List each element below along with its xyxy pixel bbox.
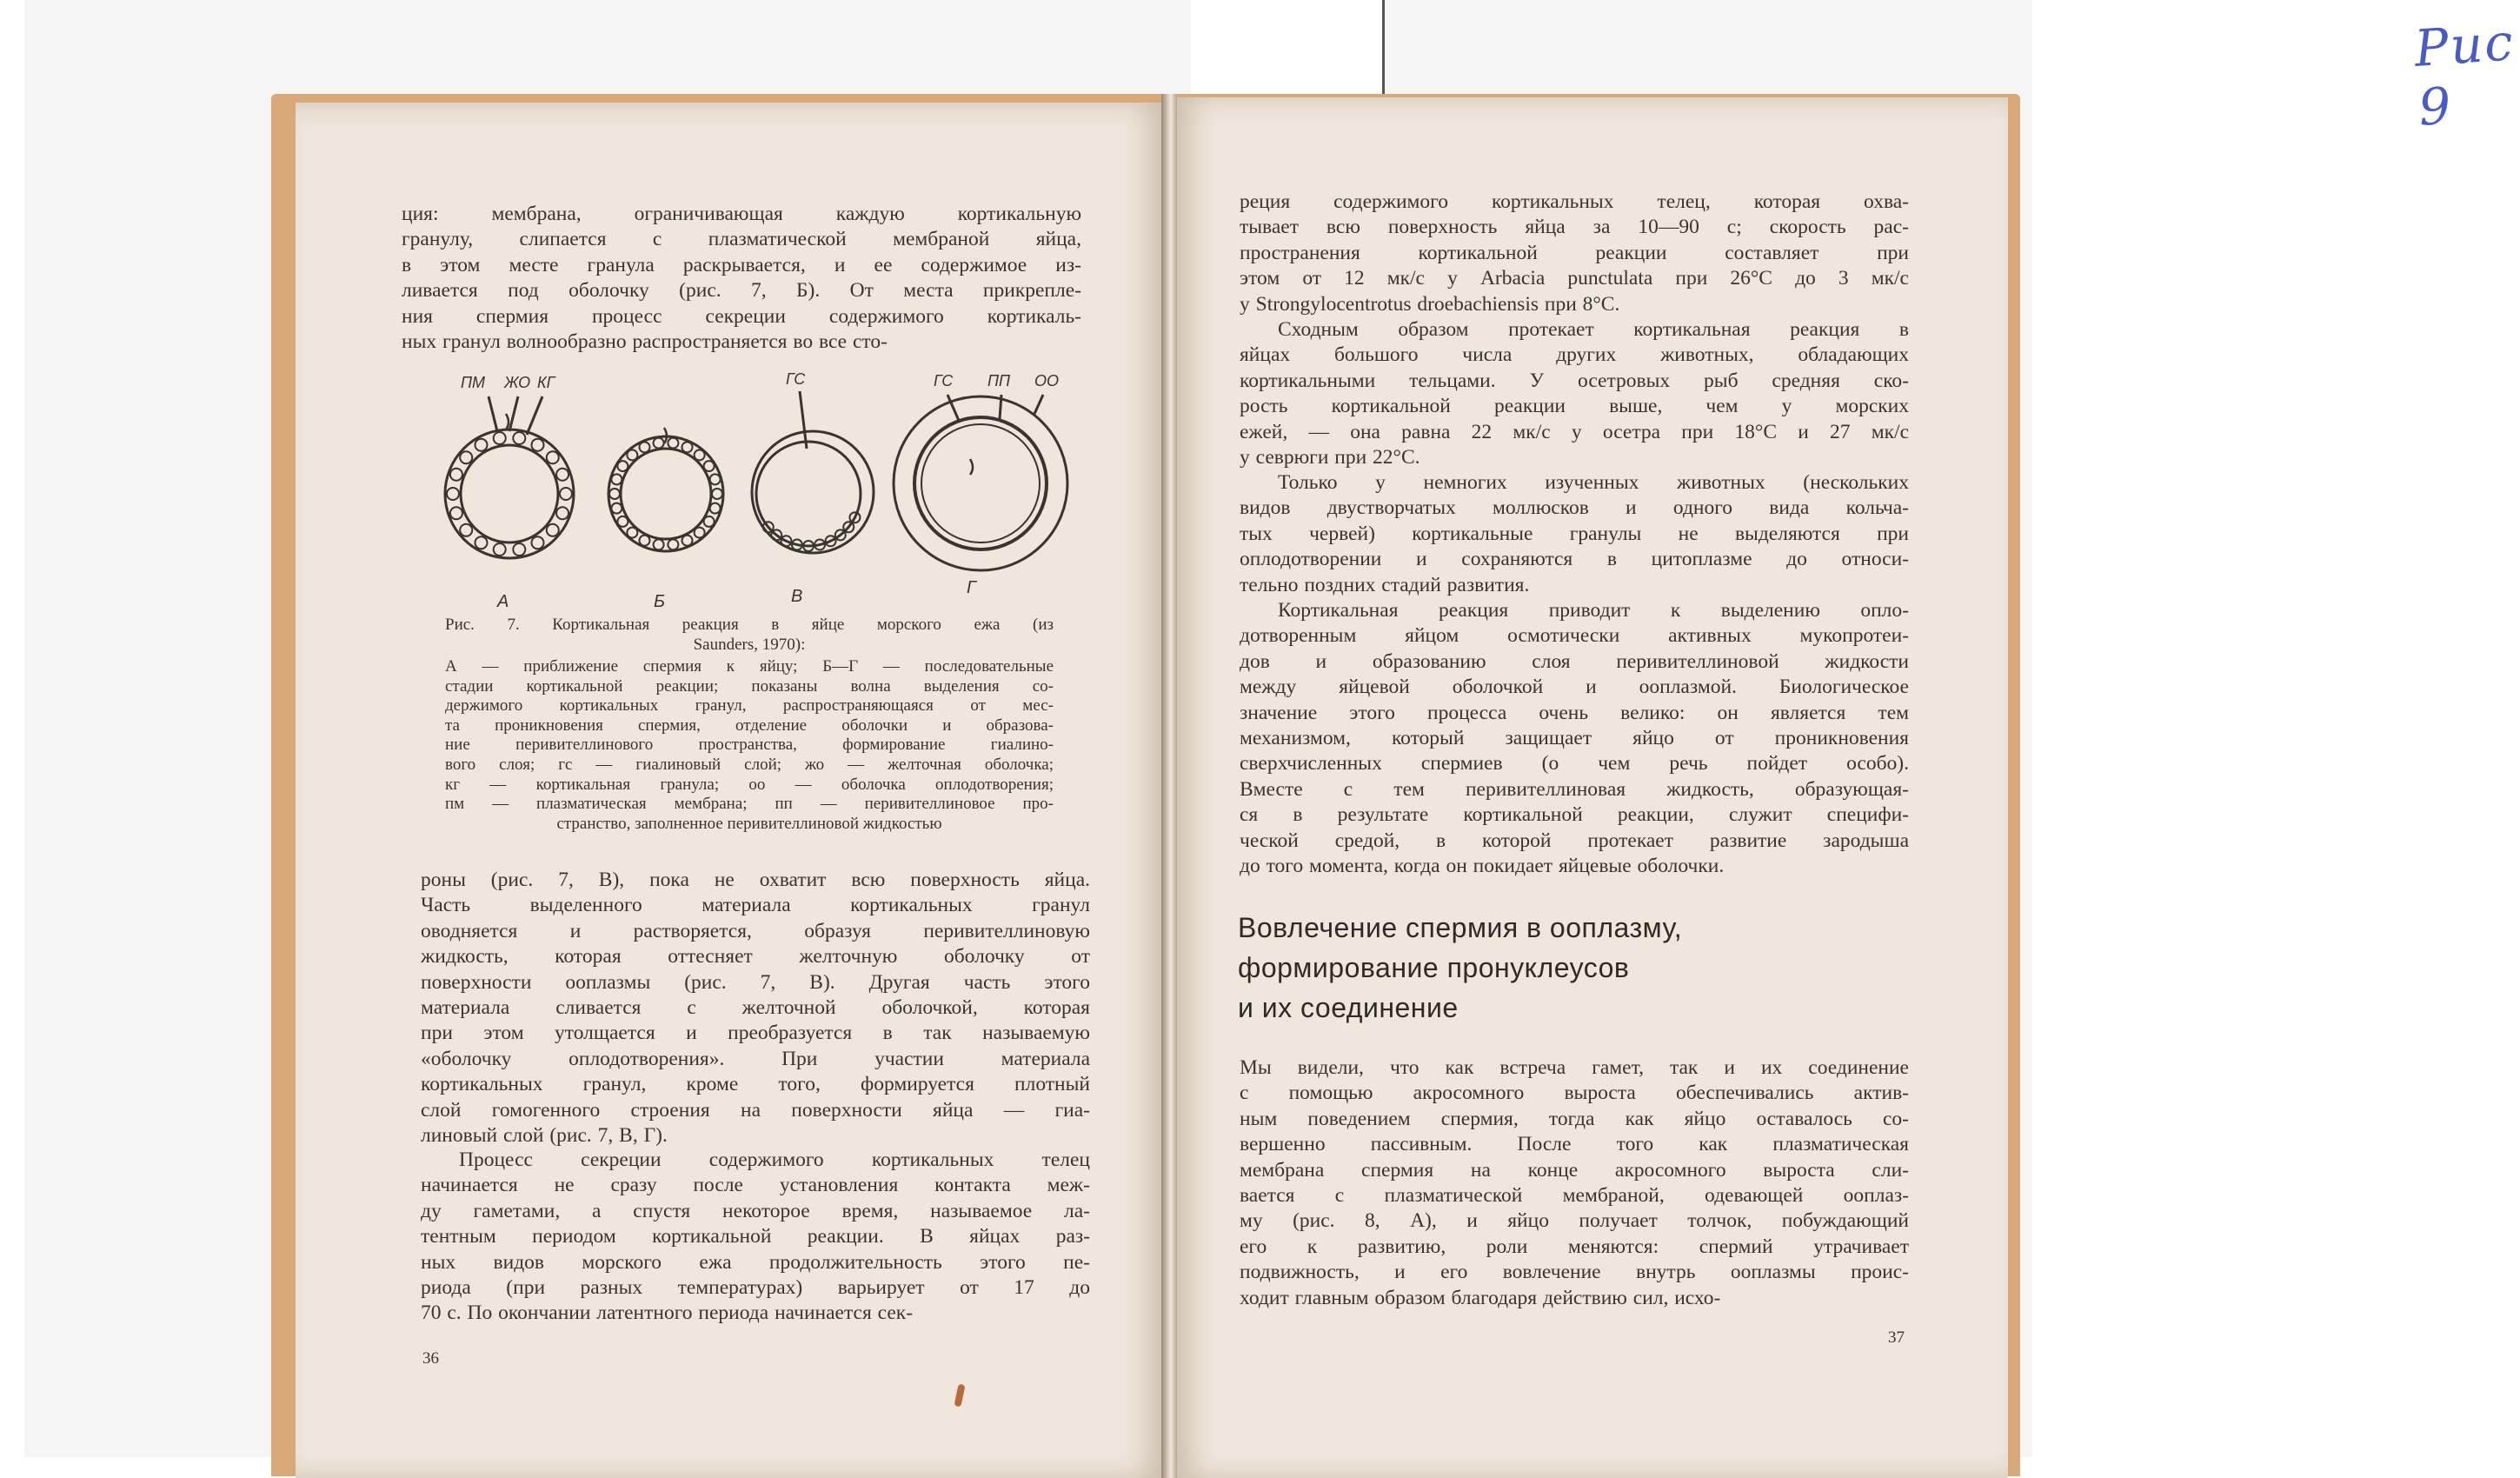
- text-line: ческой средой, в которой протекает развитие зародыша: [1240, 829, 1909, 852]
- figure-cortical-reaction: [435, 362, 1069, 614]
- cortical-granule: [710, 474, 721, 484]
- label-kg: КГ: [537, 374, 555, 391]
- text-line: ных гранул волнообразно распространяется во все сто-: [402, 330, 888, 353]
- right-paragraph-3: [1240, 470, 1909, 598]
- text-line: слой гомогенного строения на поверхности яйца — гиа-: [421, 1098, 1090, 1122]
- text-line: Процесс секреции содержимого кортикальных телец: [459, 1148, 1090, 1171]
- cortical-granule: [695, 528, 705, 538]
- text-line: его к развитию, роли меняются: спермий утрачивает: [1240, 1235, 1909, 1258]
- right-paragraph-2: [1240, 317, 1909, 470]
- text-line: жидкость, которая оттесняет желточную оболочку от: [421, 945, 1090, 969]
- cortical-granule: [494, 543, 506, 556]
- cortical-granule: [609, 489, 620, 499]
- text-line: вого слоя; гс — гиалиновый слой; жо — желточная оболочка;: [445, 755, 1054, 774]
- cortical-granule: [513, 543, 525, 556]
- text-line: стадии кортикальной реакции; показаны волна выделения со-: [445, 676, 1054, 696]
- text-line: тывает всю поверхность яйца за 10—90 с; скорость рас-: [1240, 216, 1909, 239]
- text-line: между яйцевой оболочкой и ооплазмой. Биологическое: [1240, 676, 1909, 699]
- right-page-number: 37: [1888, 1328, 1905, 1347]
- text-line: реция содержимого кортикальных телец, которая охва-: [1240, 190, 1909, 213]
- cortical-granule: [513, 432, 525, 444]
- text-line: оплодотворении и сохраняются в цитоплазме до относи-: [1240, 548, 1909, 571]
- text-line: странство, заполненное перивителлиновой жидкостью: [556, 814, 942, 833]
- text-line: кг — кортикальная гранула; оо — оболочка оплодотворения;: [445, 775, 1054, 794]
- text-line: ливается под оболочку (рис. 7, Б). От места прикрепле-: [402, 279, 1081, 303]
- text-line: оводняется и растворяется, образуя перивителлиновую: [421, 919, 1090, 942]
- handwritten-note: Рис 9: [2412, 12, 2517, 137]
- label-gs-c: ГС: [786, 370, 806, 388]
- text-line: вершенно пассивным. После того как плазматическая: [1240, 1133, 1909, 1156]
- text-line: кортикальными тельцами. У осетровых рыб средняя ско-: [1240, 369, 1909, 392]
- text-line: формирование пронуклеусов: [1238, 952, 1630, 983]
- cortical-granule: [627, 528, 637, 538]
- text-line: и их соединение: [1238, 992, 1459, 1023]
- text-line: Saunders, 1970):: [693, 635, 806, 654]
- cortical-granule: [639, 536, 649, 546]
- left-page-number: 36: [422, 1349, 439, 1368]
- cortical-granule: [556, 469, 568, 481]
- text-line: пм — плазматическая мембрана; пп — перивителлиновое про-: [445, 795, 1054, 814]
- text-line: Рис. 7. Кортикальная реакция в яйце морского ежа (из: [445, 616, 1054, 634]
- cortical-granule: [460, 524, 472, 536]
- cortical-granule: [712, 489, 722, 499]
- cortical-granule: [611, 503, 622, 514]
- section-heading: [1238, 908, 1846, 1028]
- text-line: та проникновения спермия, отделение оболочки и образова-: [445, 716, 1054, 735]
- text-line: Мы видели, что как встреча гамет, так и их соединение: [1240, 1056, 1909, 1079]
- cortical-granule: [695, 449, 705, 460]
- text-line: ходит главным образом благодаря действию сил, исхо-: [1240, 1286, 1721, 1309]
- text-line: дов и образованию слоя перивителлиновой жидкости: [1240, 649, 1909, 673]
- text-line: дотворенным яйцом осмотически активных мукопротеи-: [1240, 624, 1909, 648]
- cortical-granule: [560, 488, 572, 500]
- text-line: Только у немногих изученных животных (нескольких: [1278, 471, 1909, 494]
- cortical-granule: [627, 449, 637, 460]
- text-line: яйцах большого числа других животных, обладающих: [1240, 343, 1909, 367]
- cortical-granule: [547, 451, 559, 463]
- cortical-granule: [654, 539, 664, 549]
- cortical-granule: [682, 536, 693, 546]
- cortical-granule: [617, 461, 628, 471]
- text-line: А — приближение спермия к яйцу; Б—Г — последовательные: [445, 657, 1054, 676]
- text-line: гранулу, слипается с плазматической мембраной яйца,: [402, 228, 1081, 251]
- cortical-granule: [447, 488, 459, 500]
- cortical-granule: [475, 439, 488, 451]
- text-line: в этом месте гранула раскрывается, и ее содержимое из-: [402, 253, 1081, 276]
- cortical-granule: [450, 507, 462, 519]
- text-line: ду гаметами, а спустя некоторое время, называемое ла-: [421, 1199, 1090, 1222]
- cortical-granule: [532, 536, 544, 549]
- cortical-granule: [494, 432, 506, 444]
- panel-letter-v: В: [791, 587, 803, 606]
- egg-a-outer: [445, 429, 574, 558]
- text-line: тентным периодом кортикальной реакции. В яйцах раз-: [421, 1225, 1090, 1248]
- cortical-granule: [704, 516, 715, 527]
- cortical-granule: [532, 439, 544, 451]
- text-line: значение этого процесса очень велико: он является тем: [1240, 701, 1909, 724]
- text-line: с помощью акросомного выроста обеспечивались актив-: [1240, 1082, 1909, 1105]
- label-zho: ЖО: [504, 374, 531, 391]
- cortical-granule: [710, 503, 721, 514]
- text-line: тельно поздних стадий развития.: [1240, 573, 1530, 596]
- text-line: ние перивителлинового пространства, формирование гиалино-: [445, 736, 1054, 755]
- text-line: мембрана спермия на конце акросомного выроста сли-: [1240, 1158, 1909, 1182]
- text-line: видов двустворчатых моллюсков и одного вида кольча-: [1240, 496, 1909, 520]
- text-line: Сходным образом протекает кортикальная реакция в: [1278, 318, 1909, 341]
- text-line: Кортикальная реакция приводит к выделению опло-: [1278, 599, 1909, 622]
- panel-letter-b: Б: [654, 592, 666, 611]
- cortical-granule: [668, 438, 678, 449]
- cortical-granule: [654, 438, 664, 449]
- right-paragraph-1: [1240, 190, 1909, 317]
- text-line: ным поведением спермия, тогда как яйцо оставалось со-: [1240, 1107, 1909, 1130]
- cortical-granule: [639, 442, 649, 452]
- text-line: кортикальных гранул, кроме того, формируется плотный: [421, 1073, 1090, 1096]
- text-line: при этом утолщается и преобразуется в так называемую: [421, 1022, 1090, 1045]
- text-line: «оболочку оплодотворения». При участии материала: [421, 1047, 1090, 1070]
- cortical-granule: [450, 469, 462, 481]
- text-line: Вовлечение спермия в ооплазму,: [1238, 912, 1683, 943]
- cortical-granule: [556, 507, 568, 519]
- panel-letter-a: А: [497, 592, 509, 611]
- text-line: материала сливается с желточной оболочкой, которая: [421, 995, 1090, 1019]
- left-paragraph-3: [421, 1148, 1090, 1327]
- text-line: держимого кортикальных гранул, распространяющаяся от мес-: [445, 696, 1054, 716]
- cortical-granule: [460, 451, 472, 463]
- text-line: тых червей) кортикальные гранулы не выделяются при: [1240, 522, 1909, 545]
- book-gutter: [1161, 94, 1177, 1478]
- egg-g-outer: [894, 396, 1067, 570]
- figure-caption-title: [445, 616, 1054, 655]
- left-top-paragraph: [402, 202, 1081, 355]
- text-line: ния спермия процесс секреции содержимого кортикаль-: [402, 304, 1081, 328]
- label-oo: ОО: [1034, 372, 1060, 389]
- cortical-granule: [475, 536, 488, 549]
- text-line: ежей, — она равна 22 мк/с у осетра при 18°С и 27 мк/с: [1240, 420, 1909, 443]
- text-line: ция: мембрана, ограничивающая каждую кортикальную: [402, 203, 1081, 225]
- text-line: линовый слой (рис. 7, В, Г).: [421, 1123, 668, 1147]
- text-line: до того момента, когда он покидает яйцевые оболочки.: [1240, 854, 1725, 877]
- text-line: вается с плазматической мембраной, одевающей ооплаз-: [1240, 1183, 1909, 1207]
- tab-marker: [1191, 0, 2517, 137]
- cortical-granule: [682, 442, 693, 452]
- text-line: ных видов морского ежа продолжительность этого пе-: [421, 1250, 1090, 1274]
- text-line: у Strongylocentrotus droebachiensis при 8°С.: [1240, 292, 1620, 316]
- text-line: му (рис. 8, А), и яйцо получает толчок, побуждающий: [1240, 1209, 1909, 1233]
- text-line: механизмом, который защищает яйцо от проникновения: [1240, 726, 1909, 749]
- cortical-granule: [611, 474, 622, 484]
- egg-a-inner: [461, 445, 558, 543]
- text-line: 70 с. По окончании латентного периода начинается сек-: [421, 1302, 914, 1325]
- text-line: рость кортикальной реакции выше, чем у морских: [1240, 395, 1909, 418]
- text-line: начинается не сразу после установления контакта меж-: [421, 1174, 1090, 1197]
- label-pm: ПМ: [461, 374, 486, 391]
- right-paragraph-5: [1240, 1055, 1909, 1311]
- text-line: роны (рис. 7, В), пока не охватит всю поверхность яйца.: [421, 869, 1090, 891]
- figure-caption-body: [445, 657, 1054, 834]
- text-line: риода (при разных температурах) варьирует от 17 до: [421, 1275, 1090, 1299]
- panel-letter-g: Г: [967, 578, 976, 597]
- text-line: у севрюги при 22°С.: [1240, 445, 1420, 469]
- right-paragraph-4: [1240, 598, 1909, 879]
- text-line: пространения кортикальной реакции составляет при: [1240, 241, 1909, 264]
- text-line: сверхчисленных спермиев (о чем речь пойдет особо).: [1240, 752, 1909, 776]
- cortical-granule: [547, 524, 559, 536]
- text-line: Вместе с тем перивителлиновая жидкость, образующая-: [1240, 777, 1909, 801]
- label-gs-d: ГС: [934, 372, 954, 389]
- cortical-granule: [617, 516, 628, 527]
- cortical-granule: [704, 461, 715, 471]
- text-line: этом от 12 мк/с у Arbacia punctulata при 26°С до 3 мк/с: [1240, 267, 1909, 290]
- cortical-granule: [668, 539, 678, 549]
- text-line: ся в результате кортикальной реакции, служит специфи-: [1240, 803, 1909, 827]
- left-paragraph-2: [421, 868, 1090, 1148]
- text-line: Часть выделенного материала кортикальных гранул: [421, 894, 1090, 917]
- label-pp: ПП: [987, 372, 1011, 389]
- text-line: поверхности ооплазмы (рис. 7, В). Другая часть этого: [421, 970, 1090, 994]
- text-line: подвижность, и его вовлечение внутрь ооплазмы проис-: [1240, 1261, 1909, 1284]
